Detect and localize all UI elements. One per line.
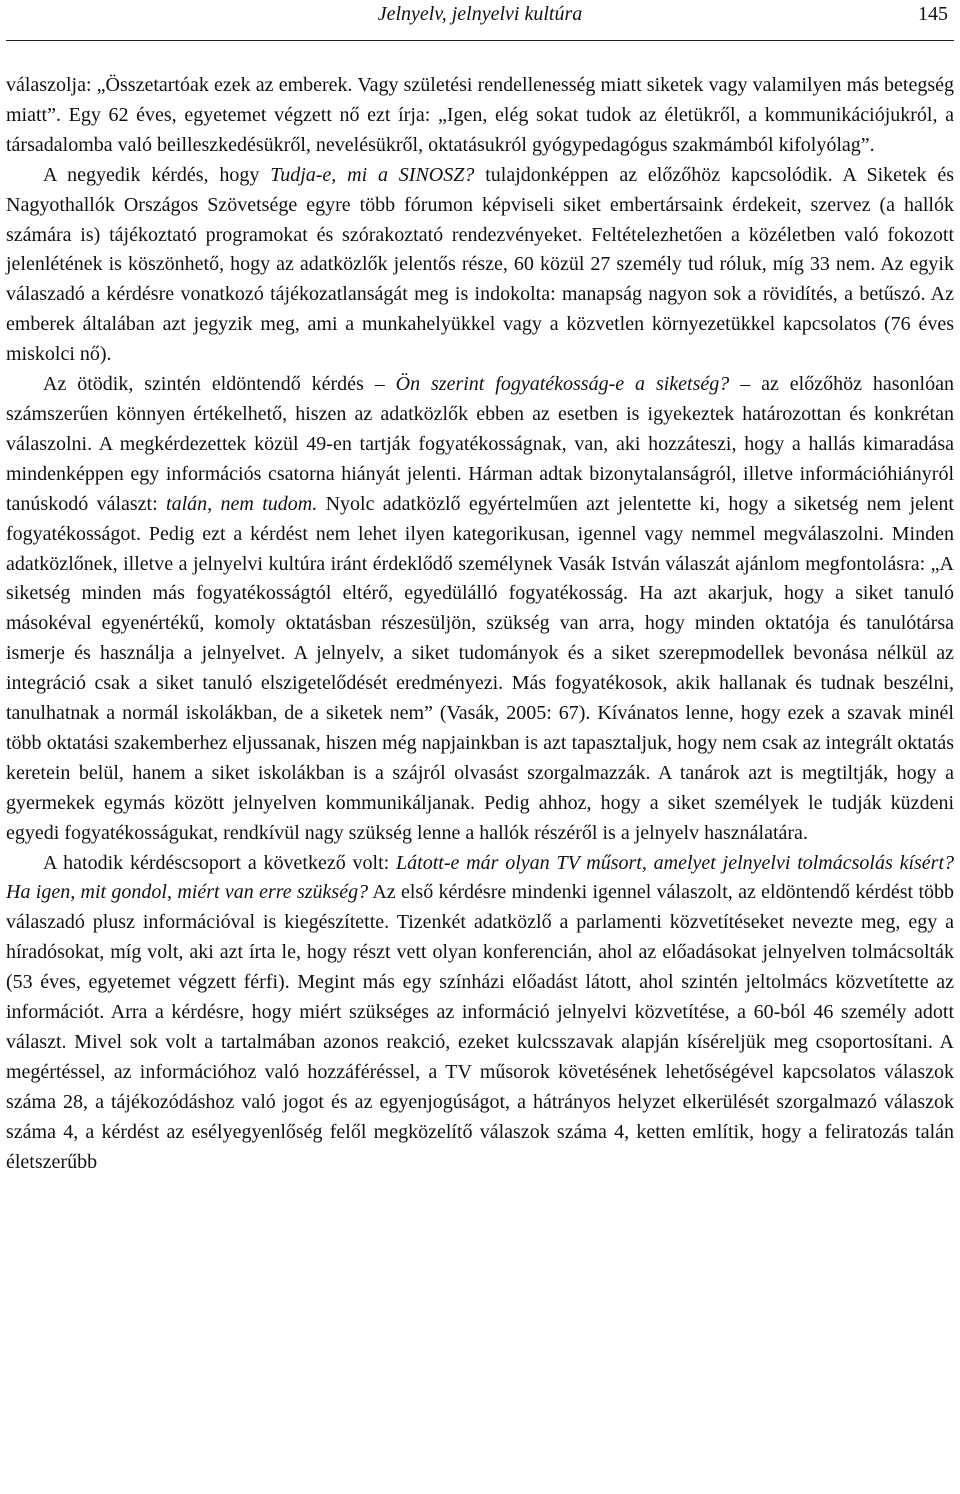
text-segment: tulajdonképpen az előzőhöz kapcsolódik. A Siketek és Nagyothallók Országos Szövetsége egyre több fórumon képviseli siket embertársaink érdekeit, szervez (a hallók számára is) tájékoztató programokat és szórakoztató rendezvényeket. Feltételezhetően a közéletben való fokozott jelenlétének is köszönhető, hogy az adatközlők jelentős része, 60 közül 27 személy tud róluk, míg 33 nem. Az egyik válaszadó a kérdésre vonatkozó tájékozatlanságát meg is indokolta: manapság nagyon sok a rövidítés, a betűszó. Az emberek általában azt jegyzik meg, ami a munkahelyükkel vagy a közvetlen környezetükkel kapcsolatos (76 éves miskolci nő). — [6, 163, 954, 366]
text-segment: válaszolja: „Összetartóak ezek az emberek. Vagy születési rendellenesség miatt siketek vagy valamilyen más betegség miatt”. Egy 62 éves, egyetemet végzett nő ezt írja: „Igen, elég sokat tudok az életükről, a kommunikációjukról, a társadalomba való beilleszkedésükről, nevelésükről, oktatásukról gyógypedagógus szakmámból kifolyólag”. — [6, 74, 954, 156]
page-number: 145 — [918, 3, 948, 25]
italic-text-segment: Látott-e már olyan TV műsort, amelyet jelnyelvi tolmácsolás kísért? Ha igen, mit gondol, miért van erre szükség? — [6, 851, 954, 904]
italic-text-segment: Ön szerint fogyatékosság-e a siketség? — [395, 373, 730, 396]
running-title: Jelnyelv, jelnyelvi kultúra — [377, 3, 583, 25]
italic-text-segment: talán, nem tudom. — [166, 492, 318, 515]
text-segment: – az előzőhöz hasonlóan számszerűen könnyen értékelhető, hiszen az adatközlők ebben az esetben is igyekeztek határozottan és konkrétan válaszolni. A megkérdezettek közül 49-en tartják fogyatékosságnak, van, aki hozzáteszi, hogy a hallás kimaradása mindenképpen egy információs csatorna hiányát jelenti. Hárman adtak bizonytalanságról, illetve információhiányról tanúskodó választ: — [6, 373, 954, 515]
italic-text-segment: Tudja-e, mi a SINOSZ? — [270, 163, 475, 186]
paragraph — [6, 161, 954, 370]
paragraph — [6, 849, 954, 1178]
paragraph — [6, 71, 954, 161]
text-segment: Az ötödik, szintén eldöntendő kérdés – — [43, 373, 396, 396]
text-segment: A negyedik kérdés, hogy — [43, 163, 271, 186]
text-segment: Nyolc adatközlő egyértelműen azt jelentette ki, hogy a siketség nem jelent fogyatékosságot. Pedig ezt a kérdést nem lehet ilyen kategorikusan, igennel vagy nemmel megválaszolni. Minden adatközlőnek, illetve a jelnyelvi kultúra iránt érdeklődő személynek Vasák István válaszát ajánlom megfontolásra: „A siketség minden más fogyatékosságtól eltérő, egyedülálló fogyatékosság. Ha azt akarjuk, hogy a siket tanuló másokéval egyenértékű, komoly oktatásban részesüljön, szükség van arra, hogy minden oktatója és tanulótársa ismerje és használja a jelnyelvet. A jelnyelv, a siket tudományok és a siket szerepmodellek bevonása nélkül az integráció csak a siket tanuló elszigetelődését eredményezi. Más fogyatékosok, akik hallanak és tudnak beszélni, tanulhatnak a normál iskolákban, de a siketek nem” (Vasák, 2005: 67). Kívánatos lenne, hogy ezek a szavak minél több oktatási szakemberhez eljussanak, hiszen még napjainkban is azt tapasztaljuk, hogy nem csak az integrált oktatás keretein belül, hanem a siket iskolákban is a szájról olvasást szorgalmazzák. A tanárok azt is megtiltják, hogy a gyermekek egymás között jelnyelven kommunikáljanak. Pedig ahhoz, hogy a siket személyek le tudják küzdeni egyedi fogyatékosságukat, rendkívül nagy szükség lenne a hallók részéről is a jelnyelv használatára. — [6, 492, 954, 844]
running-header — [6, 0, 954, 41]
paragraph — [6, 370, 954, 849]
text-segment: Az első kérdésre mindenki igennel válaszolt, az eldöntendő kérdést több válaszadó plusz információval is kiegészítette. Tizenkét adatközlő a parlamenti közvetítéseket nevezte meg, egy a híradósokat, míg volt, aki azt írta le, hogy részt vett olyan konferencián, ahol az előadásokat jelnyelven tolmácsolták (53 éves, egyetemet végzett férfi). Megint más egy színházi előadást látott, ahol szintén jeltolmács közvetítette az információt. Arra a kérdésre, hogy miért szükséges az információ jelnyelvi közvetítése, a 60-ból 46 személy adott választ. Mivel sok volt a tartalmában azonos reakció, ezeket kulcsszavak alapján kíséreljük meg csoportosítani. A megértéssel, az információhoz való hozzáféréssel, a TV műsorok követésének lehetőségével kapcsolatos válaszok száma 28, a tájékozódáshoz való jogot és az egyenjogúságot, a hátrányos helyzet elkerülését szorgalmazó válaszok száma 4, a kérdést az esélyegyenlőség felől megközelítő válaszok száma 4, ketten említik, hogy a feliratozás talán életszerűbb — [6, 881, 955, 1173]
body-text — [6, 71, 954, 1178]
text-segment: A hatodik kérdéscsoport a következő volt: — [43, 851, 397, 874]
